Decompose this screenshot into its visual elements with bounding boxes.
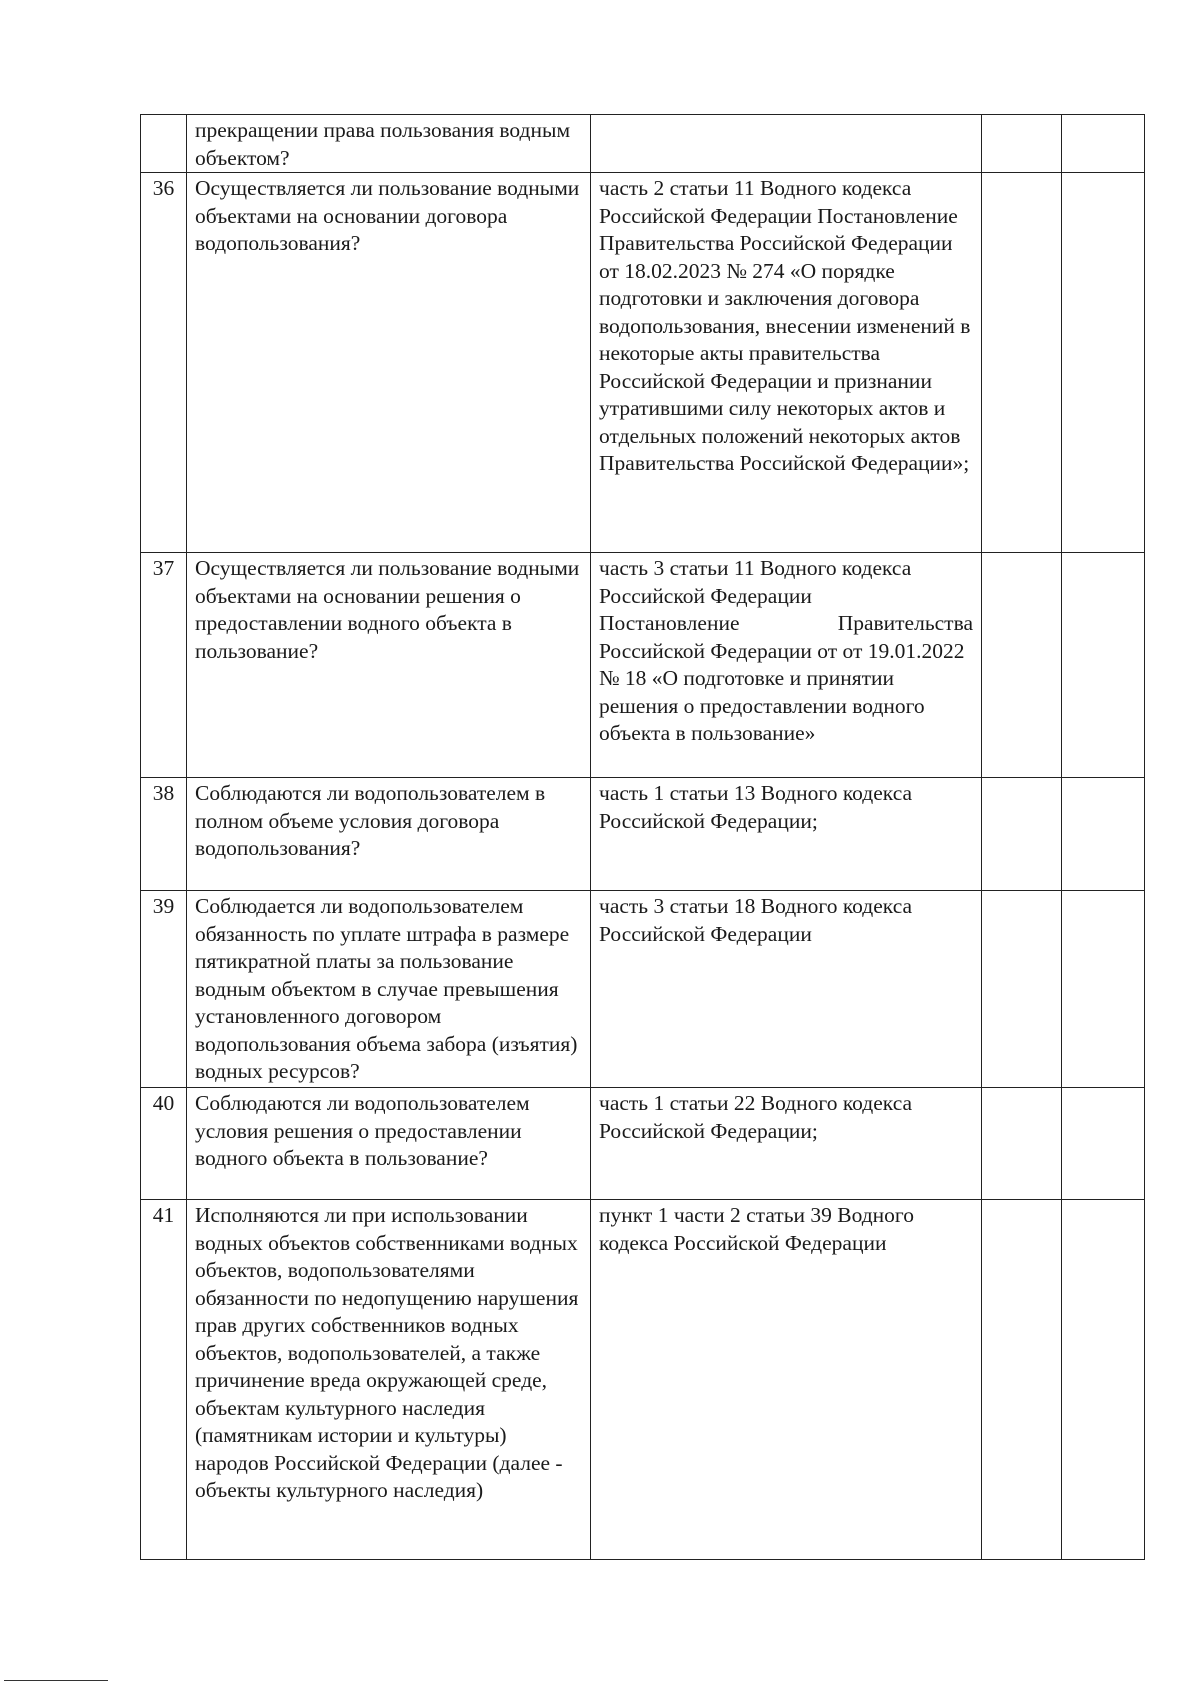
answer-cell bbox=[982, 891, 1062, 1088]
reference-line: часть 3 статьи 11 Водного кодекса Российской Федерации bbox=[599, 556, 912, 608]
table-row bbox=[141, 1088, 1145, 1200]
note-cell bbox=[1062, 778, 1145, 891]
note-cell bbox=[1062, 115, 1145, 173]
question-cell: Осуществляется ли пользование водными объектами на основании договора водопользования? bbox=[187, 173, 591, 553]
table-row bbox=[141, 553, 1145, 778]
row-number: 40 bbox=[141, 1088, 187, 1200]
row-number: 36 bbox=[141, 173, 187, 553]
answer-cell bbox=[982, 1200, 1062, 1560]
row-number: 39 bbox=[141, 891, 187, 1088]
table-row bbox=[141, 173, 1145, 553]
reference-justified-line bbox=[599, 610, 973, 638]
question-cell: Осуществляется ли пользование водными объектами на основании решения о предоставлении водного объекта в пользование? bbox=[187, 553, 591, 778]
answer-cell bbox=[982, 173, 1062, 553]
note-cell bbox=[1062, 173, 1145, 553]
question-cell: прекращении права пользования водным объектом? bbox=[187, 115, 591, 173]
question-cell: Соблюдаются ли водопользователем условия решения о предоставлении водного объекта в пользование? bbox=[187, 1088, 591, 1200]
legal-reference-cell: часть 1 статьи 13 Водного кодекса Российской Федерации; bbox=[591, 778, 982, 891]
reference-word: Постановление bbox=[599, 611, 740, 635]
answer-cell bbox=[982, 553, 1062, 778]
row-number: 41 bbox=[141, 1200, 187, 1560]
question-cell: Исполняются ли при использовании водных объектов собственниками водных объектов, водопользователями обязанности по недопущению нарушения прав других собственников водных объектов, водопользователей, а также причинение вреда окружающей среде, объектам культурного наследия (памятникам истории и культуры) народов Российской Федерации (далее - объекты культурного наследия) bbox=[187, 1200, 591, 1560]
legal-reference-cell: часть 2 статьи 11 Водного кодекса Российской Федерации Постановление Правительства Российской Федерации от 18.02.2023 № 274 «О порядке подготовки и заключения договора водопользования, внесении изменений в некоторые акты правительства Российской Федерации и признании утратившими силу некоторых актов и отдельных положений некоторых актов Правительства Российской Федерации»; bbox=[591, 173, 982, 553]
table-row bbox=[141, 1200, 1145, 1560]
legal-reference-cell bbox=[591, 115, 982, 173]
row-number: 37 bbox=[141, 553, 187, 778]
reference-line: Российской Федерации от от 19.01.2022 № 18 «О подготовке и принятии решения о предоставлении водного объекта в пользование» bbox=[599, 638, 965, 745]
legal-reference-cell: часть 3 статьи 18 Водного кодекса Российской Федерации bbox=[591, 891, 982, 1088]
row-number: 38 bbox=[141, 778, 187, 891]
legal-reference-cell bbox=[591, 553, 982, 778]
note-cell bbox=[1062, 1200, 1145, 1560]
question-cell: Соблюдаются ли водопользователем в полном объеме условия договора водопользования? bbox=[187, 778, 591, 891]
answer-cell bbox=[982, 115, 1062, 173]
note-cell bbox=[1062, 1088, 1145, 1200]
checklist-table bbox=[140, 114, 1145, 1560]
answer-cell bbox=[982, 1088, 1062, 1200]
legal-reference-cell: пункт 1 части 2 статьи 39 Водного кодекса Российской Федерации bbox=[591, 1200, 982, 1560]
table-row bbox=[141, 778, 1145, 891]
table-row bbox=[141, 891, 1145, 1088]
legal-reference-cell: часть 1 статьи 22 Водного кодекса Российской Федерации; bbox=[591, 1088, 982, 1200]
reference-word: Правительства bbox=[837, 611, 973, 635]
footer-rule bbox=[4, 1680, 108, 1681]
row-number bbox=[141, 115, 187, 173]
note-cell bbox=[1062, 553, 1145, 778]
note-cell bbox=[1062, 891, 1145, 1088]
table-row bbox=[141, 115, 1145, 173]
question-cell: Соблюдается ли водопользователем обязанность по уплате штрафа в размере пятикратной платы за пользование водным объектом в случае превышения установленного договором водопользования объема забора (изъятия) водных ресурсов? bbox=[187, 891, 591, 1088]
answer-cell bbox=[982, 778, 1062, 891]
